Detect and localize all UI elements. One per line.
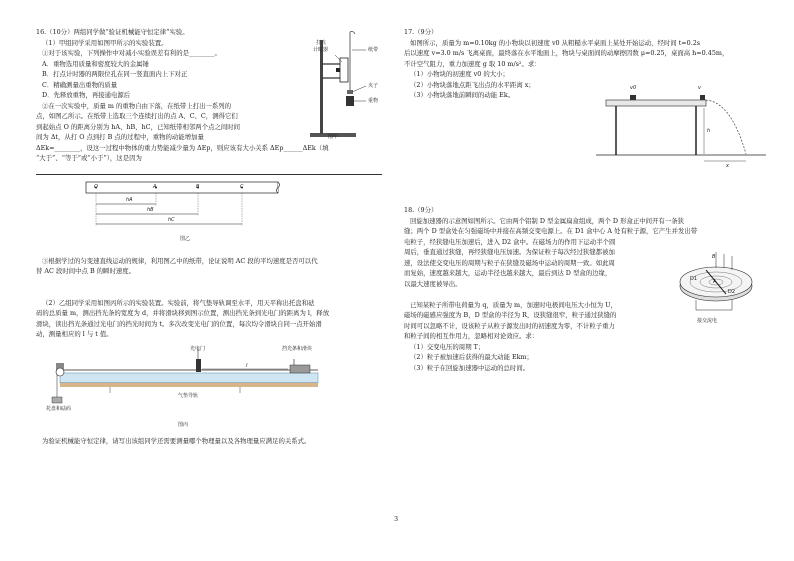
q16-q2-line: 到起始点 O 的距离分别为 hA、hB、hC，已知纸带相邻两个点之间时间 — [36, 123, 241, 131]
q16-q2-line: 点，如图乙所示。在纸带上选取三个连续打出的点 A、C、C，测得它们 — [36, 112, 238, 120]
q18-line: 磁场的磁感应强度为 B，D 型盒的半径为 R，设狭缝很窄，粒子通过狭缝的 — [404, 311, 617, 319]
q16-q2-line: 间为 Δt，从打 O 点到打 B 点的过程中，重物的动能增加量 — [36, 133, 204, 141]
q18-item: （1）交变电压的周期 T； — [410, 343, 485, 351]
q18-fig-D1: D1 — [690, 276, 698, 282]
q18-line: 缝；两个 D 型盒处在匀强磁场中并接在高频交变电源上。在 D1 盒中心 A 处有粒子源，它产生并发出带 — [404, 227, 698, 235]
q17-fig-v0: v0 — [630, 85, 637, 91]
fig-bing-tray-label: 托盘和砝码 — [46, 406, 72, 412]
q18-line: 回旋加速器的示意图如图所示。它由两个铝制 D 型金属扁盒组成，两个 D 形盒正中间开有一条狭 — [410, 217, 684, 225]
fig-bing-slider-label: 挡光条和滑块 — [282, 346, 313, 352]
fig-jia-timer-label: 打点 — [316, 40, 327, 46]
tape-distance-label: hC — [168, 217, 175, 223]
q16-part2-line: 码的总质量 m，测出挡光条的宽度为 d，并将滑块移到图示位置，测出挡光条到光电门的距离为 l，释放 — [36, 309, 330, 317]
fig-bing-track-label: 气垫导轨 — [178, 393, 199, 399]
tape-point-label: B — [196, 184, 200, 190]
q18-line: 速，设法使交变电压的周期与粒子在狭缝及磁场中运动的周期一致。如此周 — [404, 259, 615, 267]
q16-q3-line: 替 AC 段时间中点 B 的瞬时速度。 — [36, 267, 136, 275]
q16-header: 16.（10分）两组同学做“验证机械能守恒定律”实验。 — [36, 28, 189, 36]
q18-line: 周后，垂直通过狭缝，再经狭缝电压加速。为保证粒子每次经过狭缝都被加 — [404, 248, 615, 256]
q17-fig-v: v — [698, 85, 701, 91]
page-number: 3 — [394, 515, 399, 523]
q16-option: B．打点计时器的两限位孔在同一竖直面内上下对正 — [42, 70, 188, 78]
fig-yi-caption: 图乙 — [180, 236, 191, 242]
q17-item: （3）小物块落地前瞬间的动能 Ek。 — [410, 91, 515, 99]
q16-part1-intro: （1）甲组同学采用如图甲所示的实验装置。 — [42, 39, 168, 47]
q17-item: （1）小物块的初速度 v0 的大小； — [410, 70, 509, 78]
q18-line: 以最大速度被导出。 — [404, 280, 462, 288]
q18-item: （2）粒子被加速后获得的最大动能 Ekm； — [410, 353, 533, 361]
q17-line: 后以速度 v=3.0 m/s 飞离桌面，最终落在水平地面上，物块与桌面间的动摩擦因数 μ=0.25，桌面高 h=0.45m， — [404, 49, 729, 57]
q17-line: 不计空气阻力，重力加速度 g 取 10 m/s²。求： — [404, 60, 541, 68]
q18-fig-A: A — [713, 279, 717, 285]
q17-figure — [596, 90, 766, 170]
q16-part2-line: 滑块，读出挡光条通过光电门的挡光时间为 t。多次改变光电门的位置，每次均令滑块自同一点开始滑 — [36, 320, 322, 328]
fig-bing-caption: 图丙 — [178, 422, 189, 428]
answer-line — [36, 174, 382, 175]
q16-option: A．重物选用质量和密度较大的金属锤 — [42, 60, 149, 68]
fig-jia-caption: 图甲 — [328, 134, 339, 140]
tape-distance-label: hA — [126, 197, 133, 203]
q18-line: 已知某粒子所带电荷量为 q，质量为 m，加速时电极间电压大小恒为 U， — [410, 301, 617, 309]
q16-part2-line: 动，测量相应的 l 与 t 值。 — [36, 330, 113, 338]
q16-part1-q1: ①对于该实验，下列操作中对减小实验误差有利的是________。 — [42, 49, 221, 57]
q17-header: 17.（9分） — [404, 28, 438, 36]
tape-point-label: O — [94, 184, 98, 190]
q16-q2-line: ②在一次实验中，质量 m 的重物自由下落，在纸带上打出一系列的 — [42, 102, 232, 110]
q16-part2-final: 为验证机械能守恒定律，请写出该组同学还需要测量哪个物理量以及各物理量应满足的关系式。 — [42, 437, 311, 445]
q18-fig-B: B — [712, 254, 716, 260]
q16-q3-line: ③根据学过的匀变速直线运动的规律，利用图乙中的纸带，论证说明 AC 段的平均速度是否可以代 — [42, 257, 318, 265]
q16-q2-line: ΔEk=________，设这一过程中物体的重力势能减少量为 ΔEp，则应该有大小关系 ΔEp______ΔEk（填 — [36, 144, 329, 152]
q17-line: 如图所示，质量为 m=0.10kg 的小物块以初速度 v0 从粗糙水平桌面上某处开始运动，经时间 t=0.2s — [410, 39, 701, 47]
q18-header: 18.（9分） — [404, 206, 438, 214]
fig-jia-tape-label: 纸带 — [368, 47, 379, 53]
q18-fig-caption: 接交流电 — [697, 318, 718, 324]
tape-point-label: A — [153, 184, 157, 190]
q17-fig-h: h — [707, 128, 711, 134]
q16-option: C．精确测量出重物的质量 — [42, 81, 118, 89]
fig-jia-clamp-label: 夹子 — [368, 83, 379, 89]
fig-yi-tape — [86, 180, 286, 240]
q18-item: （3）粒子在回旋加速器中运动的总时间。 — [410, 364, 530, 372]
tape-distance-label: hB — [147, 207, 154, 213]
fig-jia-timer-label: 计时器 — [313, 47, 329, 53]
q17-fig-x: x — [726, 163, 729, 169]
q18-line: 时间可以忽略不计，设该粒子从粒子源发出时的初速度为零，不计粒子重力 — [404, 322, 615, 330]
q18-line: 和粒子间的相互作用力，忽略相对论效应。求： — [404, 332, 539, 340]
tape-point-label: C — [240, 184, 244, 190]
fig-bing-gate-label: 光电门 — [190, 346, 206, 352]
fig-bing-length-label: l — [246, 363, 248, 369]
q18-line: 电粒子，经狭缝电压加速后，进入 D2 盒中。在磁场力的作用下运动半个圆 — [404, 238, 616, 246]
q16-q2-line: “大于”、“等于”或“小于”），这是因为 — [36, 154, 142, 162]
fig-jia-weight-label: 重物 — [368, 98, 379, 104]
fig-bing-airtrack — [50, 345, 330, 415]
q17-item: （2）小物块落地点距飞出点的水平距离 x； — [410, 81, 535, 89]
q18-line: 而复始，速度越来越大，运动半径也越来越大，最后到达 D 型盒的边缘， — [404, 269, 612, 277]
q16-part2-line: （2）乙组同学采用如图丙所示的实验装置。实验前，将气垫导轨调至水平，用天平称出托盘和砝 — [42, 299, 315, 307]
q18-fig-D2: D2 — [728, 289, 736, 295]
q16-option: D．先释放重物，再接通电源后 — [42, 91, 131, 99]
